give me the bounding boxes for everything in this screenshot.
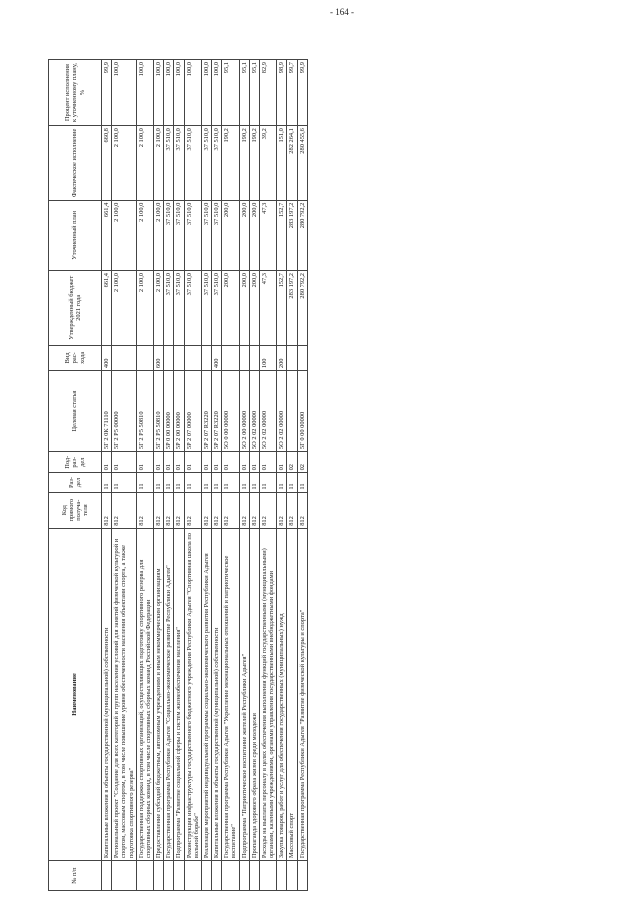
cell-name: Реализация мероприятий индивидуальной программы социально-экономического развития Республики Адыгея xyxy=(201,528,211,860)
cell-csr: 5O 2 02 00000 xyxy=(249,371,259,452)
cell-pct: 100,0 xyxy=(164,60,174,126)
cell-name: Государственная программа Республики Адыгея "Укрепление межнациональных отношений и патриотическое воспитание" xyxy=(222,528,239,860)
header-approved: Утвержденный бюджет 2021 года xyxy=(49,271,102,346)
cell-no xyxy=(174,861,184,891)
cell-vid xyxy=(201,345,211,371)
cell-approved: 280 792,2 xyxy=(297,271,307,346)
cell-podrazdel: 01 xyxy=(164,452,174,473)
header-no: № п/п xyxy=(49,861,102,891)
cell-csr: 5O 2 02 00000 xyxy=(259,371,276,452)
cell-name: Подпрограмма "Патриотическое воспитание жителей Республики Адыгея" xyxy=(239,528,249,860)
cell-approved: 47,3 xyxy=(259,271,276,346)
cell-fact: 37 510,0 xyxy=(164,126,174,201)
cell-approved: 200,0 xyxy=(222,271,239,346)
cell-razdel: 11 xyxy=(249,473,259,492)
cell-fact: 660,8 xyxy=(102,126,112,201)
table-row xyxy=(297,60,307,891)
cell-no xyxy=(249,861,259,891)
cell-podrazdel: 01 xyxy=(174,452,184,473)
header-razdel: Раз-дел xyxy=(49,473,102,492)
cell-code: 812 xyxy=(259,492,276,528)
cell-pct: 98,9 xyxy=(277,60,287,126)
header-csr: Целевая статья xyxy=(49,371,102,452)
cell-razdel: 11 xyxy=(297,473,307,492)
cell-csr: 5Г 2 P5 50810 xyxy=(136,371,153,452)
cell-no xyxy=(259,861,276,891)
cell-approved: 283 197,2 xyxy=(287,271,297,346)
table-row xyxy=(201,60,211,891)
cell-razdel: 11 xyxy=(154,473,164,492)
cell-razdel: 11 xyxy=(102,473,112,492)
cell-plan: 200,0 xyxy=(249,200,259,270)
cell-razdel: 11 xyxy=(222,473,239,492)
header-pct: Процент исполнения к уточненному плану, % xyxy=(49,60,102,126)
cell-name: Государственная программа Республики Адыгея "Социально-экономическое развитие Республики Адыгея" xyxy=(164,528,174,860)
cell-pct: 99,9 xyxy=(297,60,307,126)
cell-fact: 190,2 xyxy=(222,126,239,201)
table-row xyxy=(174,60,184,891)
cell-no xyxy=(239,861,249,891)
cell-pct: 100,0 xyxy=(174,60,184,126)
cell-vid xyxy=(287,345,297,371)
cell-code: 812 xyxy=(287,492,297,528)
cell-vid: 400 xyxy=(102,345,112,371)
cell-name: Капитальные вложения в объекты государственной (муниципальной) собственности xyxy=(212,528,222,860)
table-row xyxy=(136,60,153,891)
cell-plan: 283 197,2 xyxy=(287,200,297,270)
cell-csr: 5Г 2 P5 50810 xyxy=(154,371,164,452)
cell-vid xyxy=(174,345,184,371)
cell-csr: 5P 2 07 00000 xyxy=(184,371,201,452)
cell-razdel: 11 xyxy=(212,473,222,492)
cell-approved: 37 510,0 xyxy=(212,271,222,346)
cell-code: 812 xyxy=(174,492,184,528)
cell-fact: 37 510,0 xyxy=(201,126,211,201)
cell-name: Региональный проект "Создание для всех категорий и групп населения условий для занятий физической культурой и спортом, массовым спортом, в том числе повышение уровня обеспеченности населения объектами спорта, а также подготовка спортивного резерва" xyxy=(112,528,137,860)
cell-no xyxy=(287,861,297,891)
cell-pct: 100,0 xyxy=(136,60,153,126)
cell-csr: 5O 2 00 00000 xyxy=(239,371,249,452)
cell-csr: 5Г 2 P5 00000 xyxy=(112,371,137,452)
cell-fact: 2 100,0 xyxy=(136,126,153,201)
cell-name: Пропаганда здорового образа жизни среди молодежи xyxy=(249,528,259,860)
cell-vid xyxy=(112,345,137,371)
cell-fact: 37 510,0 xyxy=(174,126,184,201)
cell-name: Подпрограмма "Развитие социальной сферы и систем жизнеобеспечения населения" xyxy=(174,528,184,860)
cell-no xyxy=(154,861,164,891)
cell-fact: 2 100,0 xyxy=(154,126,164,201)
header-code: Код прямого получа-теля xyxy=(49,492,102,528)
cell-podrazdel: 01 xyxy=(249,452,259,473)
header-plan: Уточненный план xyxy=(49,200,102,270)
cell-plan: 280 792,2 xyxy=(297,200,307,270)
cell-approved: 200,0 xyxy=(239,271,249,346)
table-row xyxy=(154,60,164,891)
page-number: - 164 - xyxy=(330,7,354,17)
cell-pct: 100,0 xyxy=(112,60,137,126)
cell-no xyxy=(164,861,174,891)
cell-podrazdel: 01 xyxy=(239,452,249,473)
cell-code: 812 xyxy=(164,492,174,528)
cell-vid xyxy=(297,345,307,371)
cell-no xyxy=(222,861,239,891)
cell-code: 812 xyxy=(102,492,112,528)
cell-no xyxy=(297,861,307,891)
cell-no xyxy=(136,861,153,891)
cell-fact: 2 100,0 xyxy=(112,126,137,201)
cell-no xyxy=(112,861,137,891)
cell-approved: 2 100,0 xyxy=(136,271,153,346)
cell-vid: 100 xyxy=(259,345,276,371)
cell-code: 812 xyxy=(239,492,249,528)
cell-pct: 99,9 xyxy=(102,60,112,126)
table-row xyxy=(277,60,287,891)
budget-table xyxy=(48,59,308,891)
cell-plan: 2 100,0 xyxy=(154,200,164,270)
cell-vid xyxy=(164,345,174,371)
cell-plan: 200,0 xyxy=(239,200,249,270)
header-name: Наименование xyxy=(49,528,102,860)
cell-csr: 5Г 2 0К 71110 xyxy=(102,371,112,452)
cell-podrazdel: 01 xyxy=(222,452,239,473)
table-row xyxy=(164,60,174,891)
cell-pct: 99,7 xyxy=(287,60,297,126)
cell-razdel: 11 xyxy=(259,473,276,492)
cell-podrazdel: 01 xyxy=(136,452,153,473)
cell-podrazdel: 01 xyxy=(212,452,222,473)
cell-approved: 37 510,0 xyxy=(184,271,201,346)
cell-no xyxy=(102,861,112,891)
table-header-row xyxy=(49,60,102,891)
cell-vid xyxy=(184,345,201,371)
header-podrazdel: Под-раз-дел xyxy=(49,452,102,473)
cell-csr: 5P 2 07 R3220 xyxy=(201,371,211,452)
cell-podrazdel: 01 xyxy=(112,452,137,473)
cell-podrazdel: 02 xyxy=(287,452,297,473)
cell-razdel: 11 xyxy=(112,473,137,492)
cell-csr: 5Г 0 00 00000 xyxy=(297,371,307,452)
cell-approved: 37 510,0 xyxy=(164,271,174,346)
cell-name: Государственная поддержка спортивных организаций, осуществляющих подготовку спортивного резерва для спортивных сборных команд, в том числе спортивных сборных команд Российской Федерации xyxy=(136,528,153,860)
cell-podrazdel: 01 xyxy=(184,452,201,473)
cell-plan: 152,7 xyxy=(277,200,287,270)
table-row xyxy=(259,60,276,891)
cell-podrazdel: 01 xyxy=(201,452,211,473)
cell-csr: 5O 2 02 00000 xyxy=(277,371,287,452)
cell-name: Расходы на выплаты персоналу в целях обеспечения выполнения функций государственными (муниципальными) органами, казенными учреждениями, органами управления государственными внебюджетными фондами xyxy=(259,528,276,860)
cell-razdel: 11 xyxy=(174,473,184,492)
cell-approved: 37 510,0 xyxy=(201,271,211,346)
cell-no xyxy=(201,861,211,891)
cell-fact: 282 264,1 xyxy=(287,126,297,201)
cell-razdel: 11 xyxy=(287,473,297,492)
table-row xyxy=(184,60,201,891)
cell-name: Закупка товаров, работ и услуг для обеспечения государственных (муниципальных) нужд xyxy=(277,528,287,860)
cell-pct: 82,9 xyxy=(259,60,276,126)
cell-plan: 2 100,0 xyxy=(112,200,137,270)
cell-vid: 200 xyxy=(277,345,287,371)
table-row xyxy=(287,60,297,891)
cell-code: 812 xyxy=(201,492,211,528)
cell-approved: 661,4 xyxy=(102,271,112,346)
table-row xyxy=(249,60,259,891)
cell-approved: 2 100,0 xyxy=(154,271,164,346)
cell-razdel: 11 xyxy=(239,473,249,492)
cell-csr: 5P 2 07 R3220 xyxy=(212,371,222,452)
cell-name: Предоставление субсидий бюджетным, автономным учреждениям и иным некоммерческим организациям xyxy=(154,528,164,860)
cell-podrazdel: 01 xyxy=(259,452,276,473)
cell-plan: 2 100,0 xyxy=(136,200,153,270)
cell-code: 812 xyxy=(297,492,307,528)
cell-code: 812 xyxy=(212,492,222,528)
cell-code: 812 xyxy=(154,492,164,528)
cell-plan: 47,3 xyxy=(259,200,276,270)
cell-podrazdel: 01 xyxy=(277,452,287,473)
cell-name: Государственная программа Республики Адыгея "Развитие физической культуры и спорта" xyxy=(297,528,307,860)
table-row xyxy=(212,60,222,891)
cell-plan: 37 510,0 xyxy=(201,200,211,270)
cell-vid: 600 xyxy=(154,345,164,371)
cell-plan: 661,4 xyxy=(102,200,112,270)
cell-pct: 100,0 xyxy=(184,60,201,126)
cell-code: 812 xyxy=(222,492,239,528)
cell-approved: 152,7 xyxy=(277,271,287,346)
cell-plan: 37 510,0 xyxy=(184,200,201,270)
cell-razdel: 11 xyxy=(201,473,211,492)
cell-approved: 37 510,0 xyxy=(174,271,184,346)
cell-vid: 400 xyxy=(212,345,222,371)
cell-name: Реконструкция инфраструктуры государственного бюджетного учреждения Республики Адыгея "Спортивная школа по вольной борьбе" xyxy=(184,528,201,860)
cell-razdel: 11 xyxy=(136,473,153,492)
cell-podrazdel: 01 xyxy=(154,452,164,473)
cell-approved: 200,0 xyxy=(249,271,259,346)
header-fact: Фактическое исполнение xyxy=(49,126,102,201)
cell-csr xyxy=(287,371,297,452)
cell-code: 812 xyxy=(136,492,153,528)
header-vid: Вид рас-хода xyxy=(49,345,102,371)
cell-razdel: 11 xyxy=(164,473,174,492)
cell-plan: 37 510,0 xyxy=(174,200,184,270)
cell-razdel: 11 xyxy=(277,473,287,492)
cell-plan: 37 510,0 xyxy=(164,200,174,270)
cell-code: 812 xyxy=(249,492,259,528)
cell-fact: 39,2 xyxy=(259,126,276,201)
table-row xyxy=(112,60,137,891)
cell-fact: 37 510,0 xyxy=(212,126,222,201)
cell-pct: 100,0 xyxy=(154,60,164,126)
cell-pct: 95,1 xyxy=(222,60,239,126)
cell-vid xyxy=(239,345,249,371)
cell-plan: 37 510,0 xyxy=(212,200,222,270)
cell-csr: 5P 0 00 00000 xyxy=(164,371,174,452)
cell-vid xyxy=(222,345,239,371)
cell-no xyxy=(212,861,222,891)
cell-fact: 151,0 xyxy=(277,126,287,201)
cell-podrazdel: 02 xyxy=(297,452,307,473)
cell-approved: 2 100,0 xyxy=(112,271,137,346)
table-row xyxy=(239,60,249,891)
cell-name: Массовый спорт xyxy=(287,528,297,860)
cell-pct: 95,1 xyxy=(239,60,249,126)
cell-plan: 200,0 xyxy=(222,200,239,270)
cell-fact: 190,2 xyxy=(239,126,249,201)
cell-pct: 100,0 xyxy=(201,60,211,126)
cell-fact: 37 510,0 xyxy=(184,126,201,201)
cell-code: 812 xyxy=(184,492,201,528)
table-row xyxy=(102,60,112,891)
cell-code: 812 xyxy=(112,492,137,528)
cell-pct: 100,0 xyxy=(212,60,222,126)
cell-name: Капитальные вложения в объекты государственной (муниципальной) собственности xyxy=(102,528,112,860)
cell-pct: 95,1 xyxy=(249,60,259,126)
cell-no xyxy=(277,861,287,891)
cell-code: 812 xyxy=(277,492,287,528)
table-row xyxy=(222,60,239,891)
cell-csr: 5P 2 00 00000 xyxy=(174,371,184,452)
cell-no xyxy=(184,861,201,891)
cell-razdel: 11 xyxy=(184,473,201,492)
cell-vid xyxy=(136,345,153,371)
cell-vid xyxy=(249,345,259,371)
cell-fact: 190,2 xyxy=(249,126,259,201)
cell-fact: 280 455,6 xyxy=(297,126,307,201)
cell-csr: 5O 0 00 00000 xyxy=(222,371,239,452)
cell-podrazdel: 01 xyxy=(102,452,112,473)
